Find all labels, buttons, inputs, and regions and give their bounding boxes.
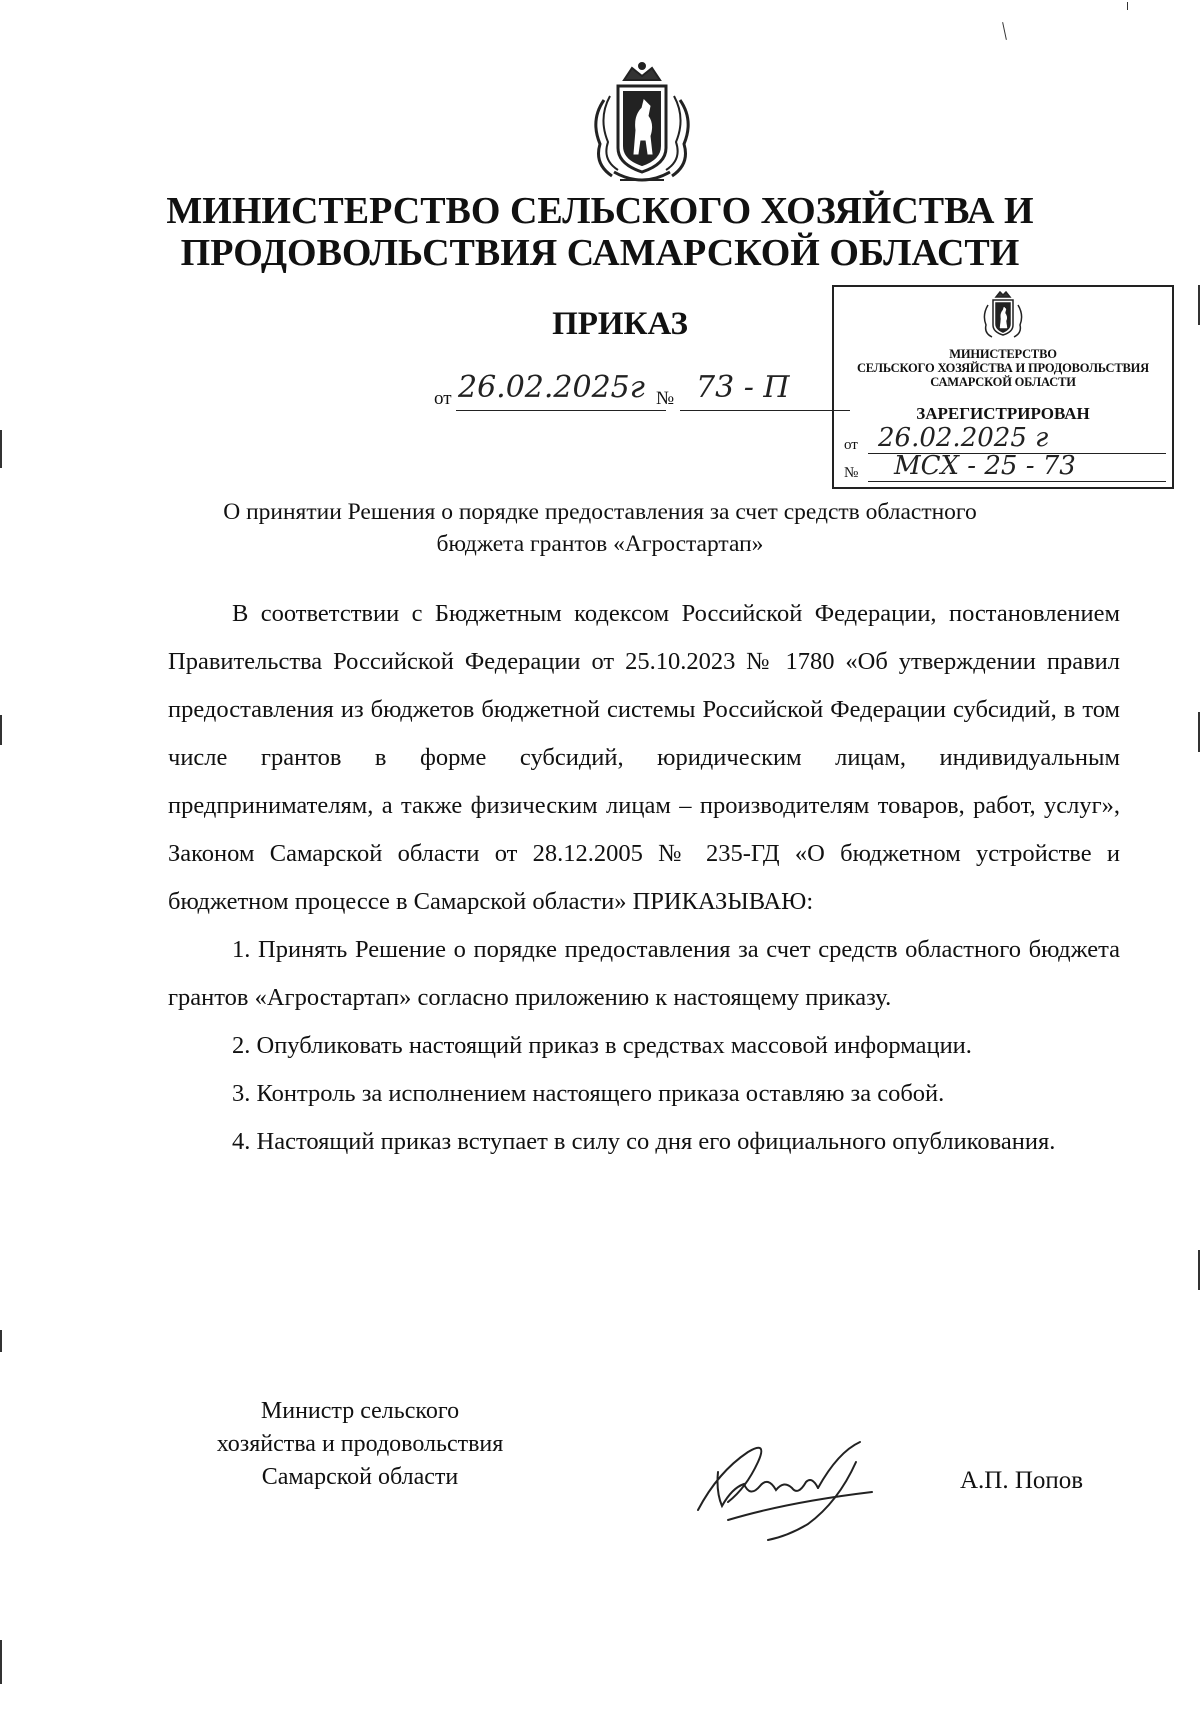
scan-edge-mark [1127, 2, 1128, 10]
order-item-2: 2. Опубликовать настоящий приказ в средствах массовой информации. [232, 1032, 972, 1059]
order-number-handwritten: 73 - П [696, 370, 790, 405]
ministry-title [150, 190, 1050, 274]
stamp-number-underline [868, 481, 1166, 482]
order-item-4: 4. Настоящий приказ вступает в силу со дня его официального опубликования. [232, 1128, 1056, 1155]
order-date-handwritten: 26.02.2025г [458, 370, 645, 405]
ministry-title-line1: МИНИСТЕРСТВО СЕЛЬСКОГО ХОЗЯЙСТВА И [166, 190, 1034, 232]
order-item-1: 1. Принять Решение о порядке предоставления за счет средств областного бюджета грантов «Агростартап» согласно приложению к настоящему приказу. [168, 936, 1120, 1011]
stamp-organization [834, 347, 1172, 389]
signer-position-line1: Министр сельского [260, 1398, 460, 1424]
scan-edge-mark [0, 1640, 2, 1684]
signer-position-line3: Самарской области [261, 1464, 459, 1490]
stamp-registered-label: ЗАРЕГИСТРИРОВАН [916, 404, 1090, 423]
document-body [168, 590, 1120, 1166]
order-date-prefix: от [434, 388, 452, 409]
stamp-number-row [844, 451, 1166, 485]
preamble-paragraph: В соответствии с Бюджетным кодексом Российской Федерации, постановлением Правительства Российской Федерации от 25.10.2023 № 1780 «Об утверждении правил предоставления из бюджетов бюджетной системы Российской Федерации субсидий, в том числе грантов в форме субсидий, юридическим лицам, индивидуальным предпринимателям, а также физическим лицам – производителям товаров, работ, услуг», Законом Самарской области от 28.12.2005 № 235-ГД «О бюджетном устройстве и бюджетном процессе в Самарской области» ПРИКАЗЫВАЮ: [168, 600, 1120, 915]
stamp-line3: САМАРСКОЙ ОБЛАСТИ [930, 375, 1076, 389]
handwritten-signature [688, 1432, 888, 1542]
scan-edge-mark [0, 715, 2, 745]
stamp-date-prefix: от [844, 437, 858, 453]
order-number-prefix: № [656, 388, 675, 409]
scan-edge-mark [1002, 22, 1007, 40]
order-date-underline [456, 410, 666, 411]
stamp-number-handwritten: МСХ - 25 - 73 [894, 451, 1076, 481]
stamp-emblem-icon [980, 291, 1026, 341]
coat-of-arms-emblem [584, 60, 700, 192]
stamp-date-handwritten: 26.02.2025 г [878, 423, 1049, 453]
scan-edge-mark [0, 1330, 2, 1352]
document-subject [150, 496, 1050, 560]
stamp-line1: МИНИСТЕРСТВО [949, 347, 1057, 361]
order-number-underline [680, 410, 850, 411]
signer-position-line2: хозяйства и продовольствия [216, 1431, 504, 1457]
order-item-3: 3. Контроль за исполнением настоящего приказа оставляю за собой. [232, 1080, 945, 1107]
document-type-title: ПРИКАЗ [552, 306, 688, 342]
registration-stamp [832, 285, 1174, 489]
subject-line2: бюджета грантов «Агростартап» [436, 531, 764, 557]
scan-edge-mark [0, 430, 2, 468]
subject-line1: О принятии Решения о порядке предоставления за счет средств областного [223, 499, 977, 525]
ministry-title-line2: ПРОДОВОЛЬСТВИЯ САМАРСКОЙ ОБЛАСТИ [180, 232, 1020, 274]
stamp-number-prefix: № [844, 465, 859, 481]
signer-position [180, 1395, 540, 1494]
signer-name: А.П. Попов [960, 1467, 1084, 1494]
stamp-line2: СЕЛЬСКОГО ХОЗЯЙСТВА И ПРОДОВОЛЬСТВИЯ [856, 361, 1150, 375]
order-date-number-line [434, 370, 814, 414]
